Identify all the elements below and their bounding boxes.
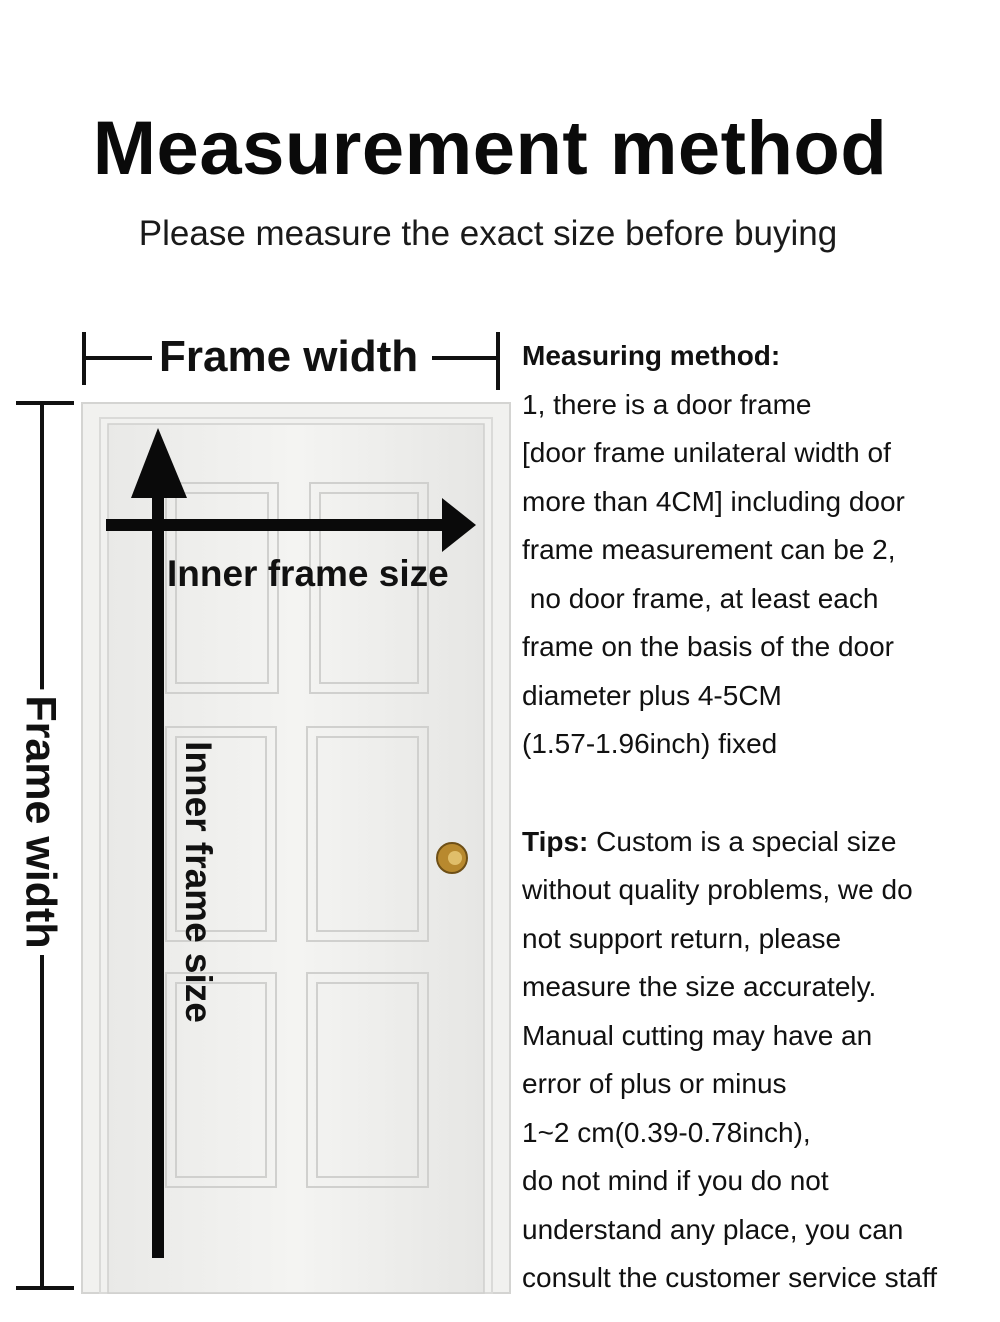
frame-height-label: Frame width [16, 689, 65, 954]
tips-first-text: Custom is a special size [588, 825, 897, 857]
measuring-line: no door frame, at least each [522, 582, 879, 614]
inner-frame-width-label: Inner frame size [167, 553, 449, 594]
measuring-line: 1, there is a door frame [522, 388, 812, 420]
tips-line: understand any place, you can [522, 1213, 904, 1245]
tips-line: measure the size accurately. [522, 971, 877, 1002]
measuring-line: [door frame unilateral width of [522, 437, 891, 468]
notes-spacer [522, 769, 992, 818]
door-knob-icon [437, 843, 467, 873]
frame-width-label: Frame width [155, 332, 422, 382]
measuring-heading: Measuring method: [522, 340, 781, 371]
measuring-line: (1.57-1.96inch) fixed [522, 728, 778, 759]
measuring-line: diameter plus 4-5CM [522, 679, 782, 711]
door-diagram [0, 320, 520, 1310]
measuring-line: more than 4CM] including door [522, 485, 905, 517]
tips-heading: Tips: [522, 825, 589, 857]
tips-line: not support return, please [522, 922, 842, 954]
tips-line: without quality problems, we do [522, 874, 913, 905]
page-title: Measurement method [92, 106, 888, 191]
tips-line: Manual cutting may have an [522, 1019, 873, 1051]
page-subtitle: Please measure the exact size before buying [138, 214, 838, 253]
tips-first-line [522, 818, 992, 867]
measuring-line: frame on the basis of the door [522, 631, 894, 662]
tips-line: consult the customer service staff [522, 1262, 937, 1293]
measuring-line: frame measurement can be 2, [522, 534, 896, 565]
tips-line: error of plus or minus [522, 1068, 787, 1099]
tips-line: 1~2 cm(0.39-0.78inch), [522, 1116, 811, 1148]
measuring-notes [522, 332, 992, 1303]
inner-frame-height-label: Inner frame size [178, 741, 219, 1023]
tips-line: do not mind if you do not [522, 1165, 829, 1196]
